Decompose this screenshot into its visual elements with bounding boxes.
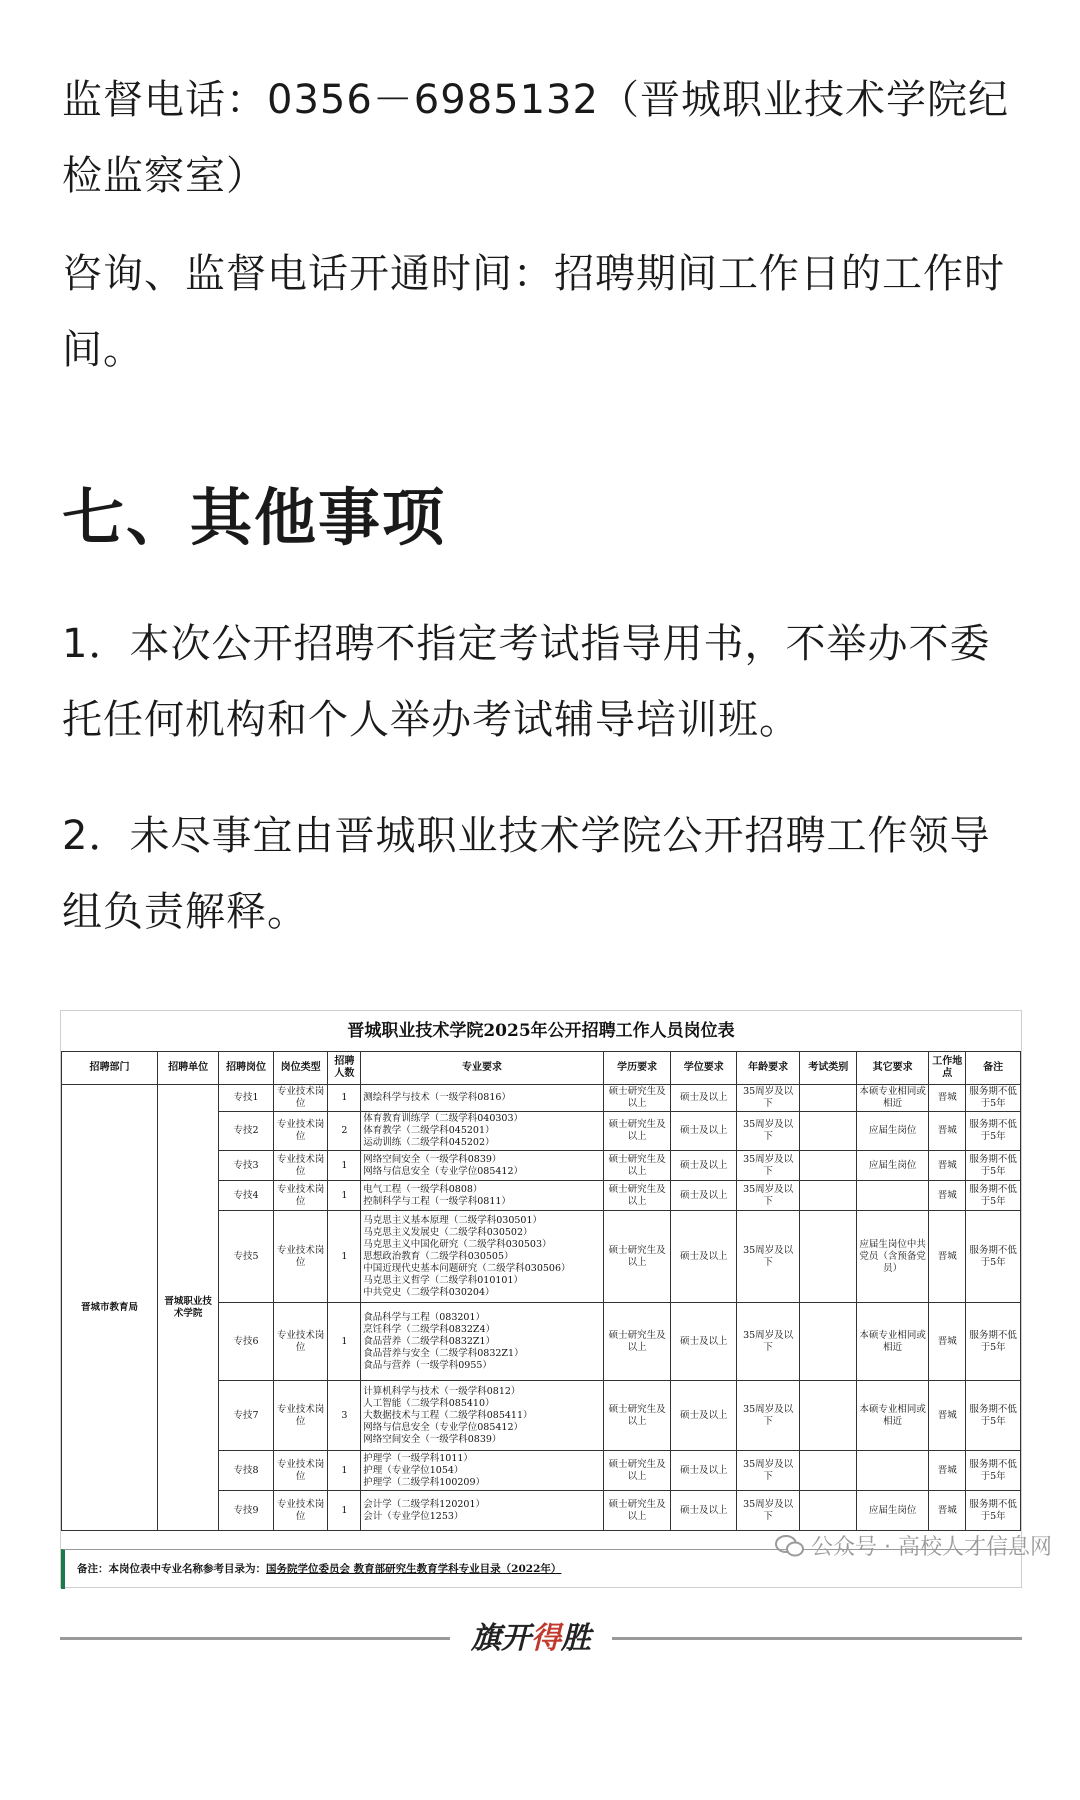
cell-post: 专技6	[219, 1303, 274, 1381]
cell-exam	[800, 1181, 857, 1211]
cell-exam	[800, 1381, 857, 1451]
cell-type: 专业技术岗位	[273, 1381, 328, 1451]
cell-count: 1	[328, 1211, 361, 1303]
cell-place: 晋城	[929, 1151, 966, 1181]
cell-major: 测绘科学与技术（一级学科0816）	[361, 1085, 603, 1112]
cell-degree: 硕士及以上	[671, 1151, 737, 1181]
cell-note: 服务期不低于5年	[966, 1112, 1021, 1151]
cell-post: 专技1	[219, 1085, 274, 1112]
cell-major: 体育教育训练学（二级学科040303） 体育教学（二级学科045201） 运动训练（二级学科045202）	[361, 1112, 603, 1151]
cell-exam	[800, 1451, 857, 1491]
cell-place: 晋城	[929, 1181, 966, 1211]
cell-age: 35周岁及以下	[736, 1112, 799, 1151]
cell-degree: 硕士及以上	[671, 1181, 737, 1211]
watermark-text: 公众号 · 高校人才信息网	[811, 1535, 1052, 1560]
cell-edu: 硕士研究生及以上	[603, 1451, 671, 1491]
table-header-cell: 其它要求	[857, 1052, 929, 1085]
cell-note: 服务期不低于5年	[966, 1491, 1021, 1531]
table-header-cell: 工作地点	[929, 1052, 966, 1085]
cell-note: 服务期不低于5年	[966, 1381, 1021, 1451]
hotline-hours-paragraph: 咨询、监督电话开通时间：招聘期间工作日的工作时间。	[62, 251, 1005, 373]
cell-exam	[800, 1303, 857, 1381]
cell-place: 晋城	[929, 1112, 966, 1151]
cell-note: 服务期不低于5年	[966, 1451, 1021, 1491]
cell-age: 35周岁及以下	[736, 1181, 799, 1211]
cell-major: 食品科学与工程（083201） 烹饪科学（二级学科0832Z4） 食品营养（二级学科0832Z1） 食品营养与安全（二级学科0832Z1） 食品与营养（一级学科0955）	[361, 1303, 603, 1381]
footer-logo	[460, 1612, 602, 1666]
section-heading: 七、其他事项	[62, 481, 447, 554]
logo-right-text: 胜	[561, 1621, 591, 1656]
cell-edu: 硕士研究生及以上	[603, 1181, 671, 1211]
cell-major: 电气工程（一级学科0808） 控制科学与工程（一级学科0811）	[361, 1181, 603, 1211]
cell-other: 应届生岗位	[857, 1112, 929, 1151]
item-1-paragraph: 1．本次公开招聘不指定考试指导用书，不举办不委托任何机构和个人举办考试辅导培训班。	[62, 621, 991, 743]
cell-note: 服务期不低于5年	[966, 1211, 1021, 1303]
wechat-icon	[775, 1535, 805, 1557]
supervision-phone-paragraph: 监督电话：0356－6985132（晋城职业技术学院纪检监察室）	[62, 77, 1009, 199]
cell-count: 1	[328, 1303, 361, 1381]
job-positions-table	[61, 1051, 1021, 1531]
cell-age: 35周岁及以下	[736, 1303, 799, 1381]
cell-other: 应届生岗位中共党员（含预备党员）	[857, 1211, 929, 1303]
cell-place: 晋城	[929, 1085, 966, 1112]
table-title: 晋城职业技术学院2025年公开招聘工作人员岗位表	[347, 1021, 735, 1041]
cell-age: 35周岁及以下	[736, 1451, 799, 1491]
cell-edu: 硕士研究生及以上	[603, 1303, 671, 1381]
cell-post: 专技8	[219, 1451, 274, 1491]
cell-major: 网络空间安全（一级学科0839） 网络与信息安全（专业学位085412）	[361, 1151, 603, 1181]
cell-post: 专技4	[219, 1181, 274, 1211]
cell-type: 专业技术岗位	[273, 1112, 328, 1151]
cell-other: 本硕专业相同或相近	[857, 1303, 929, 1381]
cell-age: 35周岁及以下	[736, 1491, 799, 1531]
cell-major: 计算机科学与技术（一级学科0812） 人工智能（二级学科085410） 大数据技术与工程（二级学科085411） 网络与信息安全（专业学位085412） 网络空间安全（一级学科0839）	[361, 1381, 603, 1451]
cell-other: 本硕专业相同或相近	[857, 1085, 929, 1112]
cell-note: 服务期不低于5年	[966, 1151, 1021, 1181]
cell-age: 35周岁及以下	[736, 1381, 799, 1451]
table-header-cell: 考试类别	[800, 1052, 857, 1085]
cell-post: 专技7	[219, 1381, 274, 1451]
cell-count: 1	[328, 1151, 361, 1181]
cell-place: 晋城	[929, 1451, 966, 1491]
cell-post: 专技3	[219, 1151, 274, 1181]
cell-exam	[800, 1085, 857, 1112]
cell-post: 专技5	[219, 1211, 274, 1303]
table-header-cell: 岗位类型	[273, 1052, 328, 1085]
cell-count: 2	[328, 1112, 361, 1151]
cell-note: 服务期不低于5年	[966, 1303, 1021, 1381]
cell-age: 35周岁及以下	[736, 1151, 799, 1181]
cell-other	[857, 1451, 929, 1491]
cell-edu: 硕士研究生及以上	[603, 1491, 671, 1531]
cell-other: 应届生岗位	[857, 1151, 929, 1181]
cell-degree: 硕士及以上	[671, 1381, 737, 1451]
cell-exam	[800, 1112, 857, 1151]
job-positions-table-image	[60, 1010, 1022, 1588]
cell-edu: 硕士研究生及以上	[603, 1151, 671, 1181]
cell-count: 1	[328, 1491, 361, 1531]
cell-major: 会计学（二级学科120201） 会计（专业学位1253）	[361, 1491, 603, 1531]
cell-count: 1	[328, 1181, 361, 1211]
cell-degree: 硕士及以上	[671, 1112, 737, 1151]
table-header-cell: 专业要求	[361, 1052, 603, 1085]
table-header-cell: 备注	[966, 1052, 1021, 1085]
unit-cell: 晋城职业技术学院	[158, 1085, 219, 1531]
footer-divider-left	[60, 1637, 450, 1640]
cell-age: 35周岁及以下	[736, 1085, 799, 1112]
cell-type: 专业技术岗位	[273, 1085, 328, 1112]
table-header-cell: 招聘人数	[328, 1052, 361, 1085]
table-header-cell: 年龄要求	[736, 1052, 799, 1085]
cell-other: 本硕专业相同或相近	[857, 1381, 929, 1451]
table-header-cell: 招聘部门	[62, 1052, 158, 1085]
cell-type: 专业技术岗位	[273, 1211, 328, 1303]
cell-degree: 硕士及以上	[671, 1211, 737, 1303]
footer-divider-right	[612, 1637, 1022, 1640]
cell-edu: 硕士研究生及以上	[603, 1381, 671, 1451]
cell-exam	[800, 1211, 857, 1303]
cell-note: 服务期不低于5年	[966, 1181, 1021, 1211]
cell-other: 应届生岗位	[857, 1491, 929, 1531]
table-header-cell: 学历要求	[603, 1052, 671, 1085]
table-note-link: 国务院学位委员会 教育部研究生教育学科专业目录（2022年）	[266, 1563, 562, 1575]
cell-degree: 硕士及以上	[671, 1085, 737, 1112]
cell-age: 35周岁及以下	[736, 1211, 799, 1303]
cell-edu: 硕士研究生及以上	[603, 1085, 671, 1112]
table-header-cell: 招聘单位	[158, 1052, 219, 1085]
table-row	[62, 1085, 1021, 1112]
dept-cell: 晋城市教育局	[62, 1085, 158, 1531]
cell-edu: 硕士研究生及以上	[603, 1112, 671, 1151]
cell-major: 护理学（一级学科1011） 护理（专业学位1054） 护理学（二级学科100209）	[361, 1451, 603, 1491]
logo-seal: 得	[531, 1621, 561, 1656]
cell-place: 晋城	[929, 1303, 966, 1381]
wechat-watermark	[775, 1530, 1052, 1561]
cell-count: 3	[328, 1381, 361, 1451]
cell-type: 专业技术岗位	[273, 1451, 328, 1491]
cell-type: 专业技术岗位	[273, 1491, 328, 1531]
cell-exam	[800, 1491, 857, 1531]
cell-count: 1	[328, 1451, 361, 1491]
logo-left-text: 旗开	[471, 1621, 531, 1656]
table-header-cell: 学位要求	[671, 1052, 737, 1085]
cell-edu: 硕士研究生及以上	[603, 1211, 671, 1303]
cell-place: 晋城	[929, 1381, 966, 1451]
cell-degree: 硕士及以上	[671, 1491, 737, 1531]
cell-post: 专技9	[219, 1491, 274, 1531]
cell-place: 晋城	[929, 1211, 966, 1303]
cell-other	[857, 1181, 929, 1211]
item-2-paragraph: 2．未尽事宜由晋城职业技术学院公开招聘工作领导组负责解释。	[62, 813, 991, 935]
cell-degree: 硕士及以上	[671, 1451, 737, 1491]
cell-exam	[800, 1151, 857, 1181]
cell-type: 专业技术岗位	[273, 1181, 328, 1211]
table-header-cell: 招聘岗位	[219, 1052, 274, 1085]
cell-note: 服务期不低于5年	[966, 1085, 1021, 1112]
table-note-prefix: 备注：本岗位表中专业名称参考目录为：	[77, 1563, 266, 1575]
table-header-row	[62, 1052, 1021, 1085]
cell-major: 马克思主义基本原理（二级学科030501） 马克思主义发展史（二级学科030502） 马克思主义中国化研究（二级学科030503） 思想政治教育（二级学科030505） 中国近现代史基本问题研究（二级学科030506） 马克思主义哲学（二级学科010101） 中共党史（二级学科030204）	[361, 1211, 603, 1303]
cell-place: 晋城	[929, 1491, 966, 1531]
cell-count: 1	[328, 1085, 361, 1112]
cell-post: 专技2	[219, 1112, 274, 1151]
cell-type: 专业技术岗位	[273, 1151, 328, 1181]
cell-degree: 硕士及以上	[671, 1303, 737, 1381]
cell-type: 专业技术岗位	[273, 1303, 328, 1381]
